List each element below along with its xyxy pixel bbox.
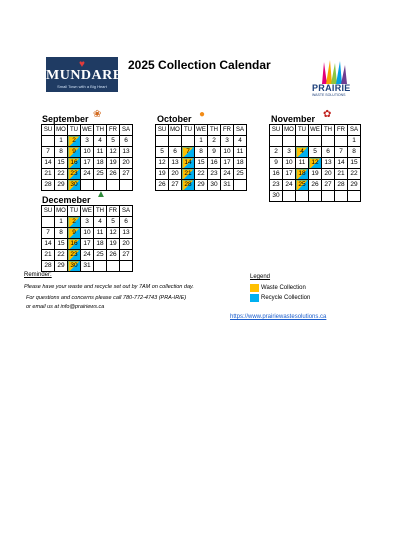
empty-day-cell: [296, 136, 309, 147]
weekday-header-row: [42, 206, 133, 217]
empty-day-cell: [335, 191, 348, 202]
empty-day-cell: [42, 136, 55, 147]
week-row: [42, 228, 133, 239]
legend-title: Legend: [250, 274, 271, 280]
day-cell: 20: [120, 158, 133, 169]
empty-day-cell: [94, 261, 107, 272]
collection-day-cell: 9: [68, 147, 81, 158]
day-cell: 26: [309, 180, 322, 191]
day-cell: 8: [55, 228, 68, 239]
week-row: [42, 136, 133, 147]
collection-day-cell: 30: [68, 180, 81, 191]
day-cell: 15: [55, 158, 68, 169]
collection-day-cell: 30: [68, 261, 81, 272]
day-cell: 31: [221, 180, 234, 191]
weekday-header: WE: [309, 125, 322, 136]
day-cell: 14: [42, 239, 55, 250]
day-cell: 24: [283, 180, 296, 191]
collection-day-cell: 23: [68, 250, 81, 261]
week-row: [42, 239, 133, 250]
day-cell: 24: [221, 169, 234, 180]
day-cell: 18: [94, 158, 107, 169]
day-cell: 22: [55, 250, 68, 261]
day-cell: 11: [234, 147, 247, 158]
day-cell: 28: [42, 261, 55, 272]
day-cell: 3: [81, 136, 94, 147]
day-cell: 4: [94, 217, 107, 228]
day-cell: 2: [208, 136, 221, 147]
collection-day-cell: 2: [68, 136, 81, 147]
day-cell: 6: [120, 217, 133, 228]
week-row: [270, 180, 361, 191]
weekday-header: FR: [335, 125, 348, 136]
day-cell: 19: [107, 158, 120, 169]
empty-day-cell: [120, 180, 133, 191]
week-row: [270, 158, 361, 169]
day-cell: 15: [195, 158, 208, 169]
empty-day-cell: [169, 136, 182, 147]
day-cell: 29: [55, 261, 68, 272]
day-cell: 7: [42, 147, 55, 158]
collection-day-cell: 16: [68, 239, 81, 250]
empty-day-cell: [234, 180, 247, 191]
website-link[interactable]: https://www.prairiewastesolutions.ca: [230, 314, 327, 320]
day-cell: 30: [208, 180, 221, 191]
weekday-header: TH: [94, 125, 107, 136]
day-cell: 10: [81, 228, 94, 239]
day-cell: 1: [348, 136, 361, 147]
collection-day-cell: 23: [68, 169, 81, 180]
empty-day-cell: [322, 191, 335, 202]
empty-day-cell: [120, 261, 133, 272]
weekday-header: TU: [296, 125, 309, 136]
heart-icon: ♥: [79, 59, 85, 70]
day-cell: 24: [81, 250, 94, 261]
week-row: [270, 169, 361, 180]
day-cell: 5: [156, 147, 169, 158]
empty-day-cell: [182, 136, 195, 147]
day-cell: 17: [81, 239, 94, 250]
day-cell: 5: [107, 217, 120, 228]
weekday-header: WE: [81, 125, 94, 136]
month-title-december: Decemeber: [42, 195, 91, 205]
day-cell: 7: [42, 228, 55, 239]
day-cell: 14: [42, 158, 55, 169]
calendar-october: [155, 124, 247, 191]
week-row: [156, 158, 247, 169]
day-cell: 29: [195, 180, 208, 191]
day-cell: 5: [107, 136, 120, 147]
day-cell: 23: [208, 169, 221, 180]
weekday-header: TU: [182, 125, 195, 136]
empty-day-cell: [335, 136, 348, 147]
calendar-september: [41, 124, 133, 191]
prairie-grass-icon: [314, 60, 354, 84]
day-cell: 15: [348, 158, 361, 169]
weekday-header: SU: [42, 125, 55, 136]
day-cell: 26: [107, 169, 120, 180]
day-cell: 19: [156, 169, 169, 180]
day-cell: 6: [120, 136, 133, 147]
weekday-header: SU: [42, 206, 55, 217]
day-cell: 27: [120, 250, 133, 261]
day-cell: 16: [270, 169, 283, 180]
day-cell: 24: [81, 169, 94, 180]
day-cell: 28: [335, 180, 348, 191]
page-title: 2025 Collection Calendar: [128, 58, 271, 72]
weekday-header: SA: [348, 125, 361, 136]
day-cell: 9: [270, 158, 283, 169]
week-row: [42, 158, 133, 169]
day-cell: 22: [348, 169, 361, 180]
day-cell: 15: [55, 239, 68, 250]
day-cell: 25: [234, 169, 247, 180]
day-cell: 13: [120, 147, 133, 158]
weekday-header: TU: [68, 206, 81, 217]
day-cell: 5: [309, 147, 322, 158]
weekday-header: FR: [107, 206, 120, 217]
week-row: [42, 261, 133, 272]
weekday-header-row: [156, 125, 247, 136]
legend-swatch-recycle: [250, 294, 259, 302]
empty-day-cell: [283, 191, 296, 202]
weekday-header: MO: [55, 125, 68, 136]
legend-swatch-waste: [250, 284, 259, 292]
empty-day-cell: [348, 191, 361, 202]
weekday-header-row: [42, 125, 133, 136]
week-row: [42, 250, 133, 261]
day-cell: 10: [81, 147, 94, 158]
week-row: [42, 169, 133, 180]
day-cell: 14: [335, 158, 348, 169]
mundare-logo: [46, 57, 123, 92]
day-cell: 13: [322, 158, 335, 169]
day-cell: 22: [195, 169, 208, 180]
empty-day-cell: [107, 261, 120, 272]
empty-day-cell: [81, 180, 94, 191]
day-cell: 8: [55, 147, 68, 158]
day-cell: 26: [107, 250, 120, 261]
week-row: [42, 217, 133, 228]
day-cell: 20: [120, 239, 133, 250]
day-cell: 30: [270, 191, 283, 202]
month-title-october: October: [157, 114, 192, 124]
week-row: [270, 147, 361, 158]
maple-leaf-icon: ❀: [93, 109, 102, 120]
day-cell: 20: [169, 169, 182, 180]
day-cell: 12: [156, 158, 169, 169]
day-cell: 21: [42, 250, 55, 261]
day-cell: 27: [120, 169, 133, 180]
day-cell: 3: [81, 217, 94, 228]
day-cell: 11: [94, 228, 107, 239]
prairie-logo-text: PRAIRIE: [312, 83, 351, 93]
weekday-header-row: [270, 125, 361, 136]
weekday-header: SU: [156, 125, 169, 136]
weekday-header: FR: [107, 125, 120, 136]
empty-day-cell: [270, 136, 283, 147]
day-cell: 11: [94, 147, 107, 158]
empty-day-cell: [42, 217, 55, 228]
day-cell: 1: [195, 136, 208, 147]
christmas-tree-icon: ▲: [96, 189, 106, 200]
day-cell: 3: [283, 147, 296, 158]
collection-day-cell: 16: [68, 158, 81, 169]
day-cell: 18: [94, 239, 107, 250]
day-cell: 21: [42, 169, 55, 180]
month-title-november: November: [271, 114, 316, 124]
day-cell: 1: [55, 136, 68, 147]
collection-day-cell: 25: [296, 180, 309, 191]
weekday-header: TH: [94, 206, 107, 217]
empty-day-cell: [156, 136, 169, 147]
day-cell: 12: [107, 228, 120, 239]
empty-day-cell: [107, 180, 120, 191]
week-row: [270, 136, 361, 147]
day-cell: 8: [195, 147, 208, 158]
day-cell: 19: [309, 169, 322, 180]
weekday-header: WE: [195, 125, 208, 136]
empty-day-cell: [94, 180, 107, 191]
day-cell: 19: [107, 239, 120, 250]
collection-day-cell: 7: [182, 147, 195, 158]
weekday-header: WE: [81, 206, 94, 217]
collection-day-cell: 9: [68, 228, 81, 239]
calendar-november: [269, 124, 361, 202]
day-cell: 17: [221, 158, 234, 169]
day-cell: 8: [348, 147, 361, 158]
day-cell: 26: [156, 180, 169, 191]
week-row: [270, 191, 361, 202]
day-cell: 1: [55, 217, 68, 228]
day-cell: 4: [234, 136, 247, 147]
collection-day-cell: 12: [309, 158, 322, 169]
day-cell: 6: [322, 147, 335, 158]
day-cell: 21: [335, 169, 348, 180]
weekday-header: TU: [68, 125, 81, 136]
legend-label-recycle: Recycle Collection: [261, 295, 311, 301]
day-cell: 18: [234, 158, 247, 169]
day-cell: 23: [270, 180, 283, 191]
collection-day-cell: 14: [182, 158, 195, 169]
collection-day-cell: 4: [296, 147, 309, 158]
day-cell: 4: [94, 136, 107, 147]
empty-day-cell: [283, 136, 296, 147]
week-row: [156, 169, 247, 180]
day-cell: 27: [322, 180, 335, 191]
day-cell: 29: [348, 180, 361, 191]
day-cell: 10: [283, 158, 296, 169]
week-row: [156, 180, 247, 191]
day-cell: 25: [94, 250, 107, 261]
mundare-logo-text: MUNDARE: [46, 68, 123, 83]
poppy-icon: ✿: [323, 109, 332, 120]
collection-day-cell: 2: [68, 217, 81, 228]
weekday-header: SA: [120, 125, 133, 136]
weekday-header: MO: [55, 206, 68, 217]
empty-day-cell: [322, 136, 335, 147]
day-cell: 3: [221, 136, 234, 147]
day-cell: 2: [270, 147, 283, 158]
day-cell: 27: [169, 180, 182, 191]
legend-label-waste: Waste Collection: [261, 285, 306, 291]
day-cell: 10: [221, 147, 234, 158]
weekday-header: TH: [208, 125, 221, 136]
day-cell: 9: [208, 147, 221, 158]
weekday-header: MO: [283, 125, 296, 136]
reminder-title: Reminder:: [24, 272, 52, 278]
prairie-logo: [312, 60, 364, 100]
month-title-september: September: [42, 114, 89, 124]
day-cell: 22: [55, 169, 68, 180]
weekday-header: SA: [234, 125, 247, 136]
day-cell: 11: [296, 158, 309, 169]
collection-day-cell: 18: [296, 169, 309, 180]
weekday-header: SA: [120, 206, 133, 217]
empty-day-cell: [309, 136, 322, 147]
weekday-header: FR: [221, 125, 234, 136]
day-cell: 20: [322, 169, 335, 180]
day-cell: 25: [94, 169, 107, 180]
day-cell: 13: [169, 158, 182, 169]
week-row: [42, 180, 133, 191]
weekday-header: SU: [270, 125, 283, 136]
pumpkin-icon: ●: [199, 109, 206, 120]
day-cell: 31: [81, 261, 94, 272]
week-row: [156, 147, 247, 158]
weekday-header: MO: [169, 125, 182, 136]
empty-day-cell: [309, 191, 322, 202]
week-row: [156, 136, 247, 147]
day-cell: 16: [208, 158, 221, 169]
week-row: [42, 147, 133, 158]
day-cell: 17: [283, 169, 296, 180]
day-cell: 17: [81, 158, 94, 169]
collection-day-cell: 28: [182, 180, 195, 191]
weekday-header: TH: [322, 125, 335, 136]
day-cell: 7: [335, 147, 348, 158]
day-cell: 12: [107, 147, 120, 158]
calendar-december: [41, 205, 133, 272]
day-cell: 28: [42, 180, 55, 191]
empty-day-cell: [296, 191, 309, 202]
mundare-logo-tagline: Small Town with a Big Heart: [57, 84, 107, 89]
reminder-note-phone: For questions and concerns please call 780-772-4743 (PRA-IRIE): [26, 295, 187, 301]
reminder-note-setout: Please have your waste and recycle set out by 7AM on collection day.: [24, 284, 194, 290]
day-cell: 13: [120, 228, 133, 239]
collection-day-cell: 21: [182, 169, 195, 180]
prairie-logo-subtext: WASTE SOLUTIONS: [312, 93, 346, 97]
reminder-note-email: or email us at info@prairiews.ca: [26, 304, 105, 310]
day-cell: 29: [55, 180, 68, 191]
day-cell: 6: [169, 147, 182, 158]
